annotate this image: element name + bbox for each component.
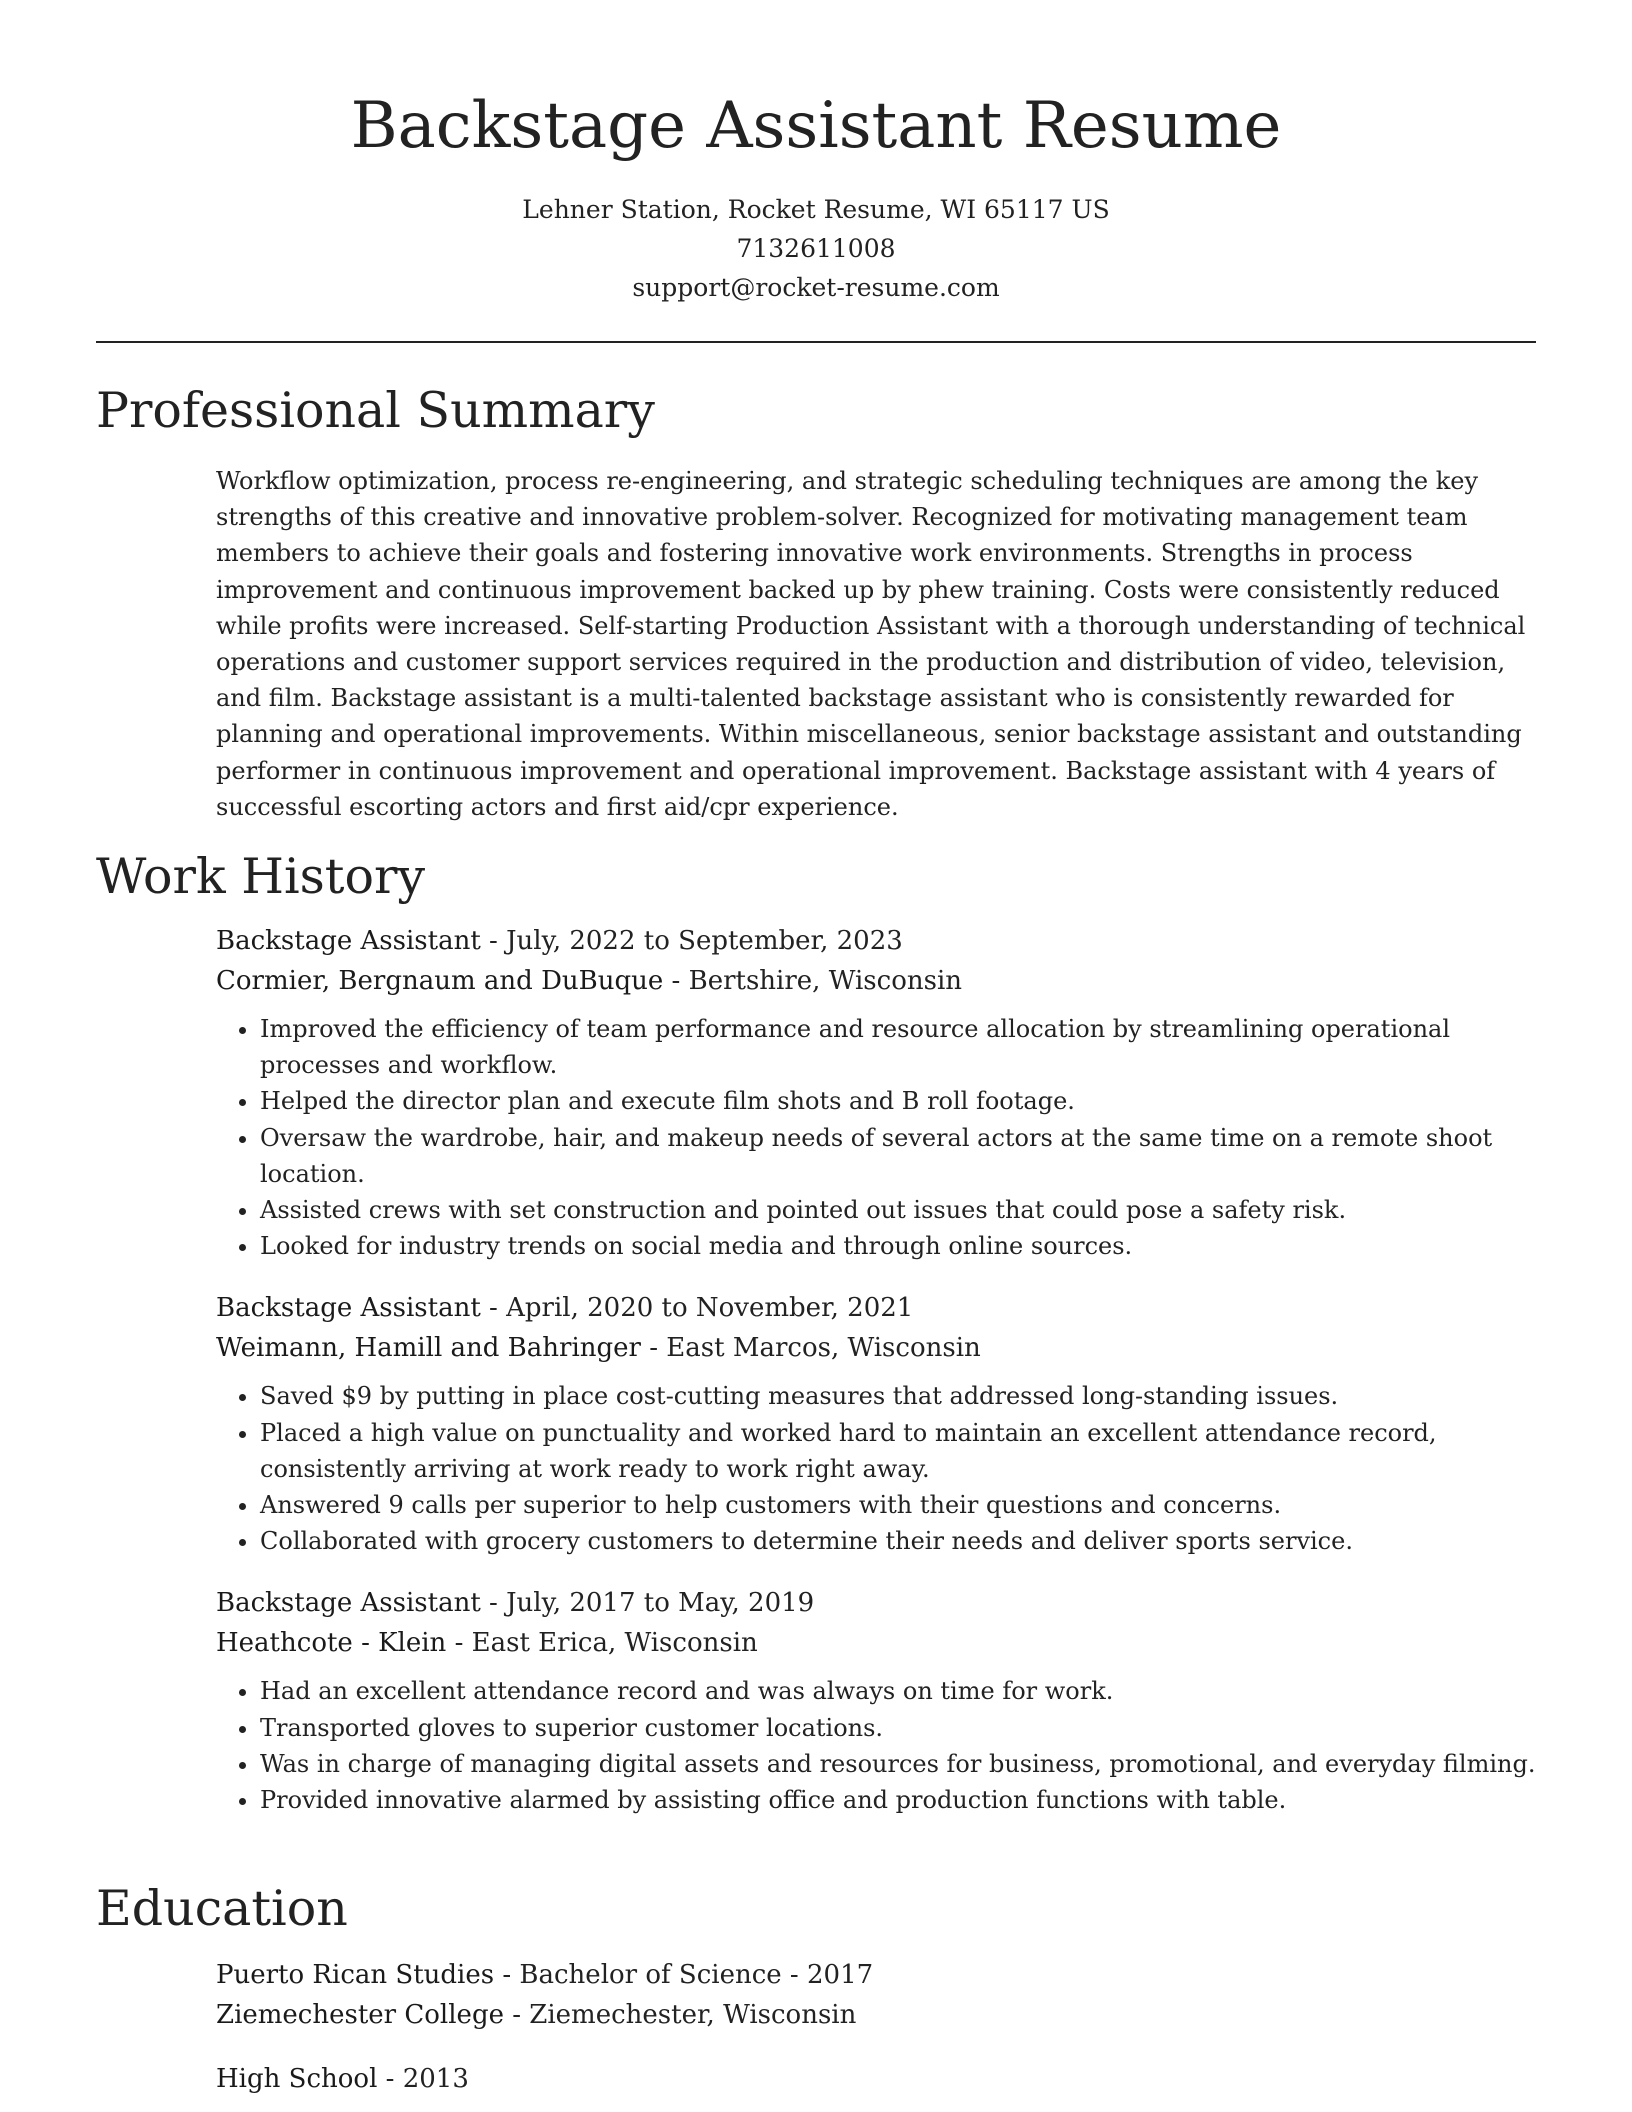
job-location: - Bertshire, Wisconsin <box>663 966 963 996</box>
job-title-line <box>216 1583 1536 1623</box>
job-title-line <box>216 1288 1536 1328</box>
contact-address: Lehner Station, Rocket Resume, WI 65117 US <box>522 195 1110 224</box>
job-bullet: • Transported gloves to superior customer locations. <box>260 1710 1536 1746</box>
job-company-line <box>216 1328 1536 1368</box>
education-entry <box>216 2059 1536 2099</box>
job-entry <box>216 921 1536 1264</box>
contact-phone: 7132611008 <box>736 234 896 263</box>
job-title: Backstage Assistant <box>216 926 481 956</box>
job-title-line <box>216 921 1536 961</box>
header-divider <box>96 341 1536 343</box>
contact-block <box>96 190 1536 307</box>
job-location: - East Marcos, Wisconsin <box>640 1333 981 1364</box>
job-bullet: • Looked for industry trends on social media and through online sources. <box>260 1228 1536 1264</box>
job-bullet: • Collaborated with grocery customers to determine their needs and deliver sports service. <box>260 1523 1536 1559</box>
job-company: Weimann, Hamill and Bahringer <box>216 1333 641 1364</box>
job-bullet: • Oversaw the wardrobe, hair, and makeup needs of several actors at the same time on a remote shoot location. <box>260 1120 1536 1192</box>
job-company: Heathcote - Klein <box>216 1628 447 1659</box>
job-title: Backstage Assistant <box>216 1293 481 1324</box>
job-bullet: • Saved $9 by putting in place cost-cutting measures that addressed long-standing issues. <box>260 1378 1536 1414</box>
education-degree: - Bachelor of Science <box>494 1960 782 1990</box>
education-degree-line <box>216 2059 1536 2099</box>
job-dates: - April, 2020 to November, 2021 <box>480 1293 914 1324</box>
education-entry <box>216 1955 1536 2035</box>
job-bullet: • Helped the director plan and execute film shots and B roll footage. <box>260 1083 1536 1119</box>
education-heading: Education <box>96 1880 348 1937</box>
job-bullets <box>216 1378 1536 1559</box>
education-year: - 2017 <box>781 1960 874 1990</box>
job-bullet: • Was in charge of managing digital assets and resources for business, promotional, and everyday filming. <box>260 1746 1536 1782</box>
job-location: - East Erica, Wisconsin <box>446 1628 758 1659</box>
job-bullet: • Answered 9 calls per superior to help customers with their questions and concerns. <box>260 1487 1536 1523</box>
job-dates: - July, 2017 to May, 2019 <box>480 1588 815 1619</box>
resume-header <box>96 84 1536 307</box>
job-bullets <box>216 1011 1536 1264</box>
job-bullet: • Assisted crews with set construction and pointed out issues that could pose a safety risk. <box>260 1192 1536 1228</box>
job-bullet: • Improved the efficiency of team performance and resource allocation by streamlining operational processes and workflow. <box>260 1011 1536 1083</box>
job-dates: - July, 2022 to September, 2023 <box>480 926 903 956</box>
work-history-section <box>96 847 1536 1818</box>
education-list <box>216 1955 1536 2099</box>
summary-section <box>96 381 1536 825</box>
job-bullet: • Provided innovative alarmed by assisting office and production functions with table. <box>260 1782 1536 1818</box>
job-company-line <box>216 961 1536 1001</box>
job-entry <box>216 1583 1536 1818</box>
education-location: - Ziemechester, Wisconsin <box>503 2000 857 2030</box>
education-school-line <box>216 1995 1536 2035</box>
education-year: - 2013 <box>377 2064 469 2094</box>
document-title: Backstage Assistant Resume <box>350 89 1282 163</box>
job-entry <box>216 1288 1536 1559</box>
job-list <box>216 921 1536 1818</box>
education-school: Ziemechester College <box>216 2000 504 2030</box>
education-field: High School <box>216 2064 378 2094</box>
summary-heading: Professional Summary <box>96 382 655 439</box>
job-bullet: • Had an excellent attendance record and was always on time for work. <box>260 1673 1536 1709</box>
job-company-line <box>216 1623 1536 1663</box>
job-title: Backstage Assistant <box>216 1588 481 1619</box>
education-section <box>96 1879 1536 2099</box>
contact-email: support@rocket-resume.com <box>632 273 1000 302</box>
job-bullet: • Placed a high value on punctuality and worked hard to maintain an excellent attendance record, consistently arriving at work ready to work right away. <box>260 1415 1536 1487</box>
education-degree-line <box>216 1955 1536 1995</box>
job-company: Cormier, Bergnaum and DuBuque <box>216 966 664 996</box>
work-history-heading: Work History <box>96 848 426 905</box>
education-field: Puerto Rican Studies <box>216 1960 495 1990</box>
job-bullets <box>216 1673 1536 1818</box>
summary-text: Workflow optimization, process re-engineering, and strategic scheduling techniques are among the key strengths of this creative and innovative problem-solver. Recognized for motivating management team members to achieve their goals and fostering innovative work environments. Strengths in process improvement and continuous improvement backed up by phew training. Costs were consistently reduced while profits were increased. Self-starting Production Assistant with a thorough understanding of technical operations and customer support services required in the production and distribution of video, television, and film. Backstage assistant is a multi-talented backstage assistant who is consistently rewarded for planning and operational improvements. Within miscellaneous, senior backstage assistant and outstanding performer in continuous improvement and operational improvement. Backstage assistant with 4 years of successful escorting actors and first aid/cpr experience. <box>216 467 1526 821</box>
